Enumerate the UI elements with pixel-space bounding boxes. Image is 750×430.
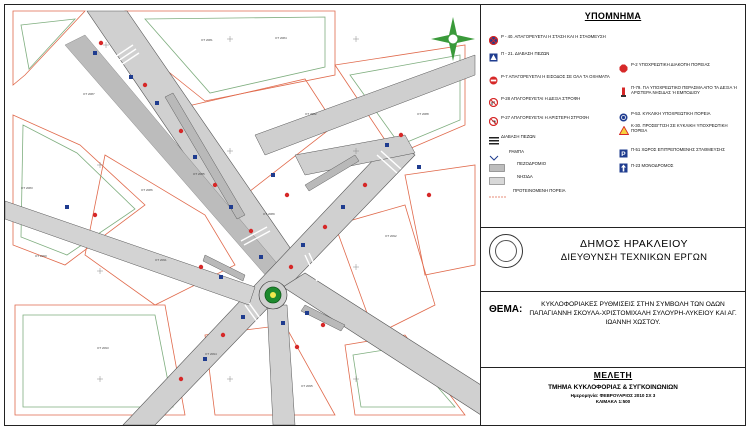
one-way-sign-icon — [619, 160, 628, 178]
legend-item-island: ΝΗΣΙΔΑ — [517, 174, 533, 179]
legend-title: ΥΠΟΜΝΗΜΑ — [584, 11, 642, 21]
study-title: ΜΕΛΕΤΗ — [593, 370, 633, 380]
subject-label: ΘΕΜΑ: — [489, 304, 523, 315]
roads — [5, 11, 481, 425]
study-date: Ημερομηνία: ΦΕΒΡΟΥΑΡΙΟΣ 2010 ΣΧ 3 — [570, 393, 656, 398]
block-label: ΟΤ 2082 — [305, 112, 317, 116]
legend-item-crossing: ΔΙΑΒΑΣΗ ΠΕΖΩΝ — [501, 134, 536, 139]
roundabout — [259, 281, 287, 309]
study-block — [481, 367, 745, 425]
block-label: ΟΤ 2093 — [97, 346, 109, 350]
traffic-plan-map — [5, 5, 481, 425]
organization-block — [481, 227, 745, 291]
block-label: ΟΤ 2088 — [417, 112, 429, 116]
block-label: ΟΤ 2081 — [201, 38, 213, 42]
title-block-panel — [481, 5, 745, 425]
legend-item-r2: Ρ-2 ΥΠΟΧΡΕΩΤΙΚΗ ΔΙΑΚΟΠΗ ΠΟΡΕΙΑΣ — [631, 62, 710, 67]
block-label: ΟΤ 2086 — [141, 188, 153, 192]
organization-name: ΔΗΜΟΣ ΗΡΑΚΛΕΙΟΥ — [580, 238, 688, 250]
legend-item-r7: Ρ-7 ΑΠΑΓΟΡΕΥΕΤΑΙ Η ΕΙΣΟΔΟΣ ΣΕ ΟΛΑ ΤΑ ΟΧΗΜΑΤΑ — [501, 74, 610, 79]
block-label: ΟΤ 2092 — [385, 234, 397, 238]
block-label: ΟΤ 2089 — [263, 212, 275, 216]
no-right-turn-sign-icon — [489, 94, 498, 112]
organization-department: ΔΙΕΥΘΥΝΣΗ ΤΕΧΝΙΚΩΝ ΕΡΓΩΝ — [560, 252, 708, 263]
legend-item-p51: Π-51 ΧΩΡΟΣ ΕΠΙΤΡΕΠΟΜΕΝΗΣ ΣΤΑΘΜΕΥΣΗΣ — [631, 147, 725, 152]
pedestrian-crossing-sign-icon — [489, 49, 498, 67]
block-label: ΟΤ 2094 — [205, 352, 217, 356]
block-label: ΟΤ 2090 — [35, 254, 47, 258]
block-label: ΟΤ 2087 — [83, 92, 95, 96]
block-label: ΟΤ 2085 — [193, 172, 205, 176]
no-left-turn-sign-icon — [489, 113, 498, 131]
legend-item-k30: Κ-30. ΠΡΟΣΕΓΓΙΣΗ ΣΕ ΚΥΚΛΙΚΗ ΥΠΟΧΡΕΩΤΙΚΗ ΠΟΡΕΙΑ — [631, 123, 728, 133]
drawing-sheet — [4, 4, 746, 426]
legend-item-p79: Π-79. ΓΙΑ ΥΠΟΧΡΕΩΤΙΚΟ ΠΕΡΑΣΜΑ ΑΠΟ ΤΑ ΔΕΞΙΑ Ή ΑΡΙΣΤΕΡΑ ΝΗΣΙΔΑΣ Ή ΕΜΠΟΔΙΟΥ — [631, 85, 737, 95]
bollard-sign-icon — [619, 85, 628, 103]
no-stopping-sign-icon — [489, 32, 498, 50]
proposed-route-line-icon — [489, 187, 507, 205]
legend-item-r27: Ρ-27 ΑΠΑΓΟΡΕΥΕΤΑΙ Η ΑΡΙΣΤΕΡΗ ΣΤΡΟΦΗ — [501, 115, 589, 120]
legend-item-p23: Π-23 ΜΟΝΟΔΡΟΜΟΣ — [631, 163, 674, 168]
block-label: ΟΤ 2084 — [275, 36, 287, 40]
no-entry-sign-icon — [489, 72, 498, 90]
block-label: ΟΤ 2083 — [21, 186, 33, 190]
study-department: ΤΜΗΜΑ ΚΥΚΛΟΦΟΡΙΑΣ & ΣΥΓΚΟΙΝΩΝΙΩΝ — [548, 384, 678, 391]
roundabout-warning-sign-icon — [619, 122, 629, 140]
study-scale: ΚΛΙΜΑΚΑ 1:500 — [595, 399, 631, 404]
legend-item-route: ΠΡΟΤΕΙΝΟΜΕΝΗ ΠΟΡΕΙΑ — [513, 188, 566, 193]
block-label: ΟΤ 2095 — [301, 384, 313, 388]
subject-text: ΚΥΚΛΟΦΟΡΙΑΚΕΣ ΡΥΘΜΙΣΕΙΣ ΣΤΗΝ ΣΥΜΒΟΛΗ ΤΩΝ ΟΔΩΝ ΠΑΠΑΓΙΑΝΝΗ ΣΚΟΥΛΑ-ΧΡΙΣΤΟΜΙΧΑΛΗ ΣΥΛΟΥΡΗ-ΛΥΚΕΙΟΥ ΚΑΙ ΑΓ. ΙΩΑΝΝΗ ΧΩΣΤΟΥ. — [529, 301, 737, 326]
block-label: ΟΤ 2091 — [155, 258, 167, 262]
legend-item-r40: Ρ - 40. ΑΠΑΓΟΡΕΥΕΤΑΙ Η ΣΤΑΣΗ ΚΑΙ Η ΣΤΑΘΜΕΥΣΗ — [501, 34, 606, 39]
legend-item-p21: Π - 21. ΔΙΑΒΑΣΗ ΠΕΖΩΝ — [501, 51, 550, 56]
stop-sign-icon — [619, 60, 628, 78]
subject-block — [481, 291, 745, 343]
svg-text:P: P — [621, 151, 626, 158]
legend-item-r28: Ρ-28 ΑΠΑΓΟΡΕΥΕΤΑΙ Η ΔΕΞΙΑ ΣΤΡΟΦΗ — [501, 96, 581, 101]
municipality-seal — [489, 234, 523, 268]
legend-item-sidewalk: ΠΕΖΟΔΡΟΜΙΟ — [517, 161, 547, 166]
legend-item-r53: Ρ-53. ΚΥΚΛΙΚΗ ΥΠΟΧΡΕΩΤΙΚΗ ΠΟΡΕΙΑ — [631, 111, 711, 116]
north-arrow-compass-icon — [431, 17, 475, 61]
legend-item-ramp: ΡΑΜΠΑ — [509, 149, 524, 154]
